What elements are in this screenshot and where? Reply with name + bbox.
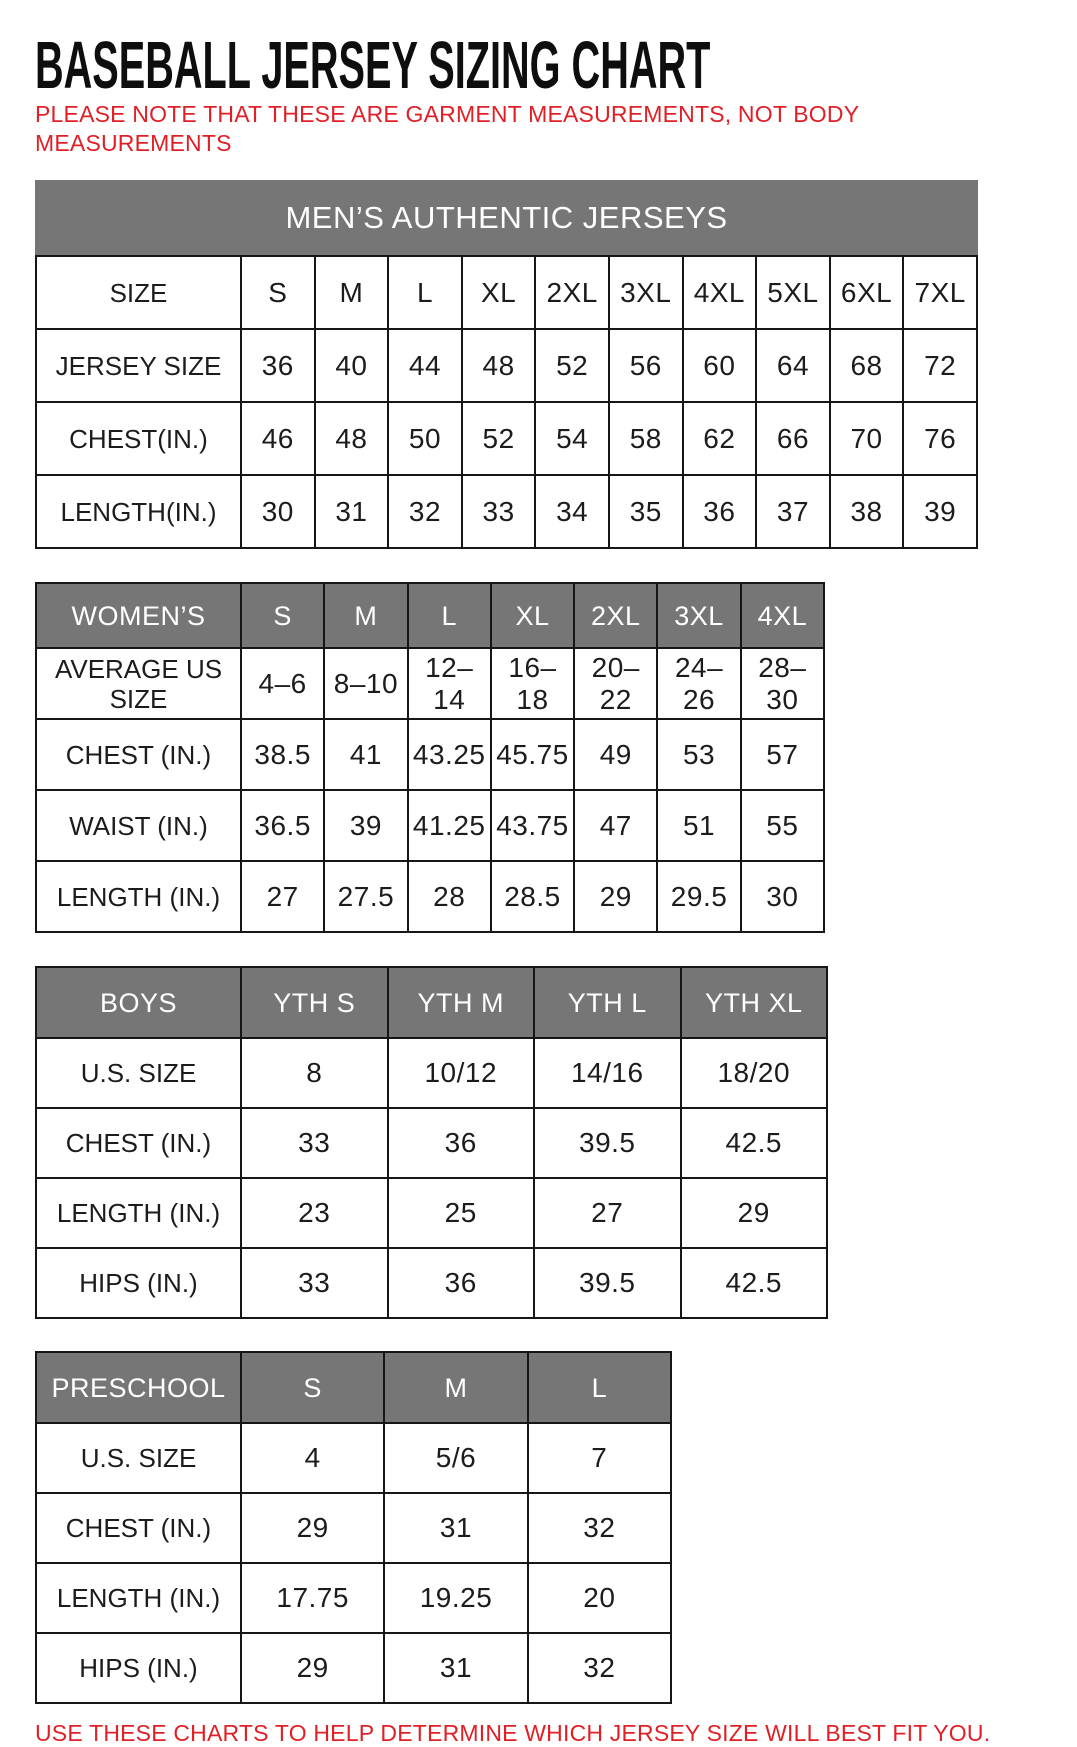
value-cell: 10/12: [388, 1038, 535, 1108]
value-cell: 62: [683, 402, 757, 475]
womens-sizing-table: [35, 582, 825, 933]
value-cell: 7XL: [903, 256, 977, 329]
value-cell: 33: [241, 1108, 388, 1178]
value-cell: 54: [535, 402, 609, 475]
value-cell: 25: [388, 1178, 535, 1248]
value-cell: 46: [241, 402, 315, 475]
value-cell: M: [315, 256, 389, 329]
value-cell: 66: [756, 402, 830, 475]
header-size-cell: S: [241, 1352, 384, 1423]
value-cell: 39.5: [534, 1108, 681, 1178]
row-label-cell: AVERAGE US SIZE: [36, 648, 241, 719]
row-label-cell: U.S. SIZE: [36, 1423, 241, 1493]
value-cell: 29: [574, 861, 657, 932]
value-cell: 20: [528, 1563, 671, 1633]
row-label-cell: LENGTH(IN.): [36, 475, 241, 548]
value-cell: 52: [462, 402, 536, 475]
value-cell: 4: [241, 1423, 384, 1493]
header-label-cell: BOYS: [36, 967, 241, 1038]
footer-note: USE THESE CHARTS TO HELP DETERMINE WHICH JERSEY SIZE WILL BEST FIT YOU.: [35, 1720, 991, 1746]
value-cell: 36: [388, 1248, 535, 1318]
row-label-cell: HIPS (IN.): [36, 1248, 241, 1318]
value-cell: 12–14: [408, 648, 491, 719]
value-cell: 45.75: [491, 719, 574, 790]
value-cell: 48: [462, 329, 536, 402]
value-cell: 5/6: [384, 1423, 527, 1493]
row-label-cell: HIPS (IN.): [36, 1633, 241, 1703]
value-cell: 17.75: [241, 1563, 384, 1633]
value-cell: 27.5: [324, 861, 407, 932]
header-size-cell: M: [324, 583, 407, 648]
table-row: [36, 475, 977, 548]
value-cell: 31: [315, 475, 389, 548]
value-cell: 4XL: [683, 256, 757, 329]
table-row: [36, 329, 977, 402]
value-cell: 64: [756, 329, 830, 402]
row-label-cell: CHEST(IN.): [36, 402, 241, 475]
table-header-row: [36, 583, 824, 648]
value-cell: 30: [741, 861, 824, 932]
mens-table-banner: MEN’S AUTHENTIC JERSEYS: [35, 180, 978, 255]
value-cell: 43.25: [408, 719, 491, 790]
row-label-cell: LENGTH (IN.): [36, 1178, 241, 1248]
value-cell: 28.5: [491, 861, 574, 932]
value-cell: 48: [315, 402, 389, 475]
table-row: [36, 1038, 827, 1108]
boys-sizing-table: [35, 966, 828, 1319]
table-row: [36, 1178, 827, 1248]
value-cell: 14/16: [534, 1038, 681, 1108]
row-label-cell: LENGTH (IN.): [36, 1563, 241, 1633]
value-cell: 32: [528, 1493, 671, 1563]
table-row: [36, 1633, 671, 1703]
row-label-cell: JERSEY SIZE: [36, 329, 241, 402]
value-cell: 24–26: [657, 648, 740, 719]
value-cell: 2XL: [535, 256, 609, 329]
value-cell: 55: [741, 790, 824, 861]
row-label-cell: CHEST (IN.): [36, 719, 241, 790]
value-cell: 49: [574, 719, 657, 790]
mens-sizing-table: [35, 255, 978, 549]
row-label-cell: U.S. SIZE: [36, 1038, 241, 1108]
value-cell: 39: [903, 475, 977, 548]
value-cell: 7: [528, 1423, 671, 1493]
value-cell: S: [241, 256, 315, 329]
value-cell: L: [388, 256, 462, 329]
value-cell: 34: [535, 475, 609, 548]
value-cell: 19.25: [384, 1563, 527, 1633]
value-cell: 18/20: [681, 1038, 828, 1108]
header-size-cell: YTH XL: [681, 967, 828, 1038]
table-row: [36, 1108, 827, 1178]
header-size-cell: M: [384, 1352, 527, 1423]
value-cell: 28: [408, 861, 491, 932]
value-cell: 4–6: [241, 648, 324, 719]
value-cell: 36.5: [241, 790, 324, 861]
value-cell: 42.5: [681, 1248, 828, 1318]
header-size-cell: YTH L: [534, 967, 681, 1038]
row-label-cell: WAIST (IN.): [36, 790, 241, 861]
row-label-cell: CHEST (IN.): [36, 1493, 241, 1563]
value-cell: 53: [657, 719, 740, 790]
page-title: BASEBALL JERSEY SIZING CHART: [35, 27, 711, 103]
value-cell: 39.5: [534, 1248, 681, 1318]
header-size-cell: YTH S: [241, 967, 388, 1038]
table-row: [36, 719, 824, 790]
value-cell: 27: [241, 861, 324, 932]
value-cell: 20–22: [574, 648, 657, 719]
value-cell: 29.5: [657, 861, 740, 932]
value-cell: 27: [534, 1178, 681, 1248]
value-cell: 40: [315, 329, 389, 402]
value-cell: 58: [609, 402, 683, 475]
value-cell: 23: [241, 1178, 388, 1248]
value-cell: 76: [903, 402, 977, 475]
row-label-cell: SIZE: [36, 256, 241, 329]
table-row: [36, 1493, 671, 1563]
value-cell: 16–18: [491, 648, 574, 719]
table-row: [36, 1423, 671, 1493]
table-header-row: [36, 967, 827, 1038]
value-cell: 36: [241, 329, 315, 402]
value-cell: 39: [324, 790, 407, 861]
value-cell: 72: [903, 329, 977, 402]
value-cell: 29: [241, 1493, 384, 1563]
value-cell: 41.25: [408, 790, 491, 861]
value-cell: 31: [384, 1633, 527, 1703]
table-row: [36, 1563, 671, 1633]
header-size-cell: 2XL: [574, 583, 657, 648]
header-size-cell: L: [528, 1352, 671, 1423]
table-header-row: [36, 1352, 671, 1423]
value-cell: 5XL: [756, 256, 830, 329]
table-row: [36, 256, 977, 329]
value-cell: 57: [741, 719, 824, 790]
table-row: [36, 402, 977, 475]
header-size-cell: S: [241, 583, 324, 648]
value-cell: 29: [681, 1178, 828, 1248]
table-row: [36, 1248, 827, 1318]
value-cell: 36: [683, 475, 757, 548]
value-cell: 51: [657, 790, 740, 861]
value-cell: 52: [535, 329, 609, 402]
header-size-cell: XL: [491, 583, 574, 648]
value-cell: 38: [830, 475, 904, 548]
value-cell: 8–10: [324, 648, 407, 719]
table-row: [36, 790, 824, 861]
value-cell: 8: [241, 1038, 388, 1108]
header-size-cell: YTH M: [388, 967, 535, 1038]
table-row: [36, 648, 824, 719]
value-cell: 68: [830, 329, 904, 402]
header-size-cell: 4XL: [741, 583, 824, 648]
value-cell: 38.5: [241, 719, 324, 790]
value-cell: 41: [324, 719, 407, 790]
value-cell: 47: [574, 790, 657, 861]
value-cell: 6XL: [830, 256, 904, 329]
header-size-cell: L: [408, 583, 491, 648]
value-cell: 44: [388, 329, 462, 402]
value-cell: 30: [241, 475, 315, 548]
value-cell: 36: [388, 1108, 535, 1178]
header-size-cell: 3XL: [657, 583, 740, 648]
row-label-cell: CHEST (IN.): [36, 1108, 241, 1178]
value-cell: 35: [609, 475, 683, 548]
row-label-cell: LENGTH (IN.): [36, 861, 241, 932]
value-cell: XL: [462, 256, 536, 329]
header-label-cell: WOMEN’S: [36, 583, 241, 648]
garment-measurement-note: PLEASE NOTE THAT THESE ARE GARMENT MEASUREMENTS, NOT BODY MEASUREMENTS: [35, 101, 859, 156]
value-cell: 32: [388, 475, 462, 548]
value-cell: 50: [388, 402, 462, 475]
value-cell: 3XL: [609, 256, 683, 329]
value-cell: 56: [609, 329, 683, 402]
value-cell: 32: [528, 1633, 671, 1703]
value-cell: 42.5: [681, 1108, 828, 1178]
value-cell: 28–30: [741, 648, 824, 719]
value-cell: 70: [830, 402, 904, 475]
value-cell: 33: [241, 1248, 388, 1318]
value-cell: 43.75: [491, 790, 574, 861]
value-cell: 29: [241, 1633, 384, 1703]
header-label-cell: PRESCHOOL: [36, 1352, 241, 1423]
value-cell: 33: [462, 475, 536, 548]
value-cell: 60: [683, 329, 757, 402]
value-cell: 31: [384, 1493, 527, 1563]
preschool-sizing-table: [35, 1351, 672, 1704]
value-cell: 37: [756, 475, 830, 548]
table-row: [36, 861, 824, 932]
